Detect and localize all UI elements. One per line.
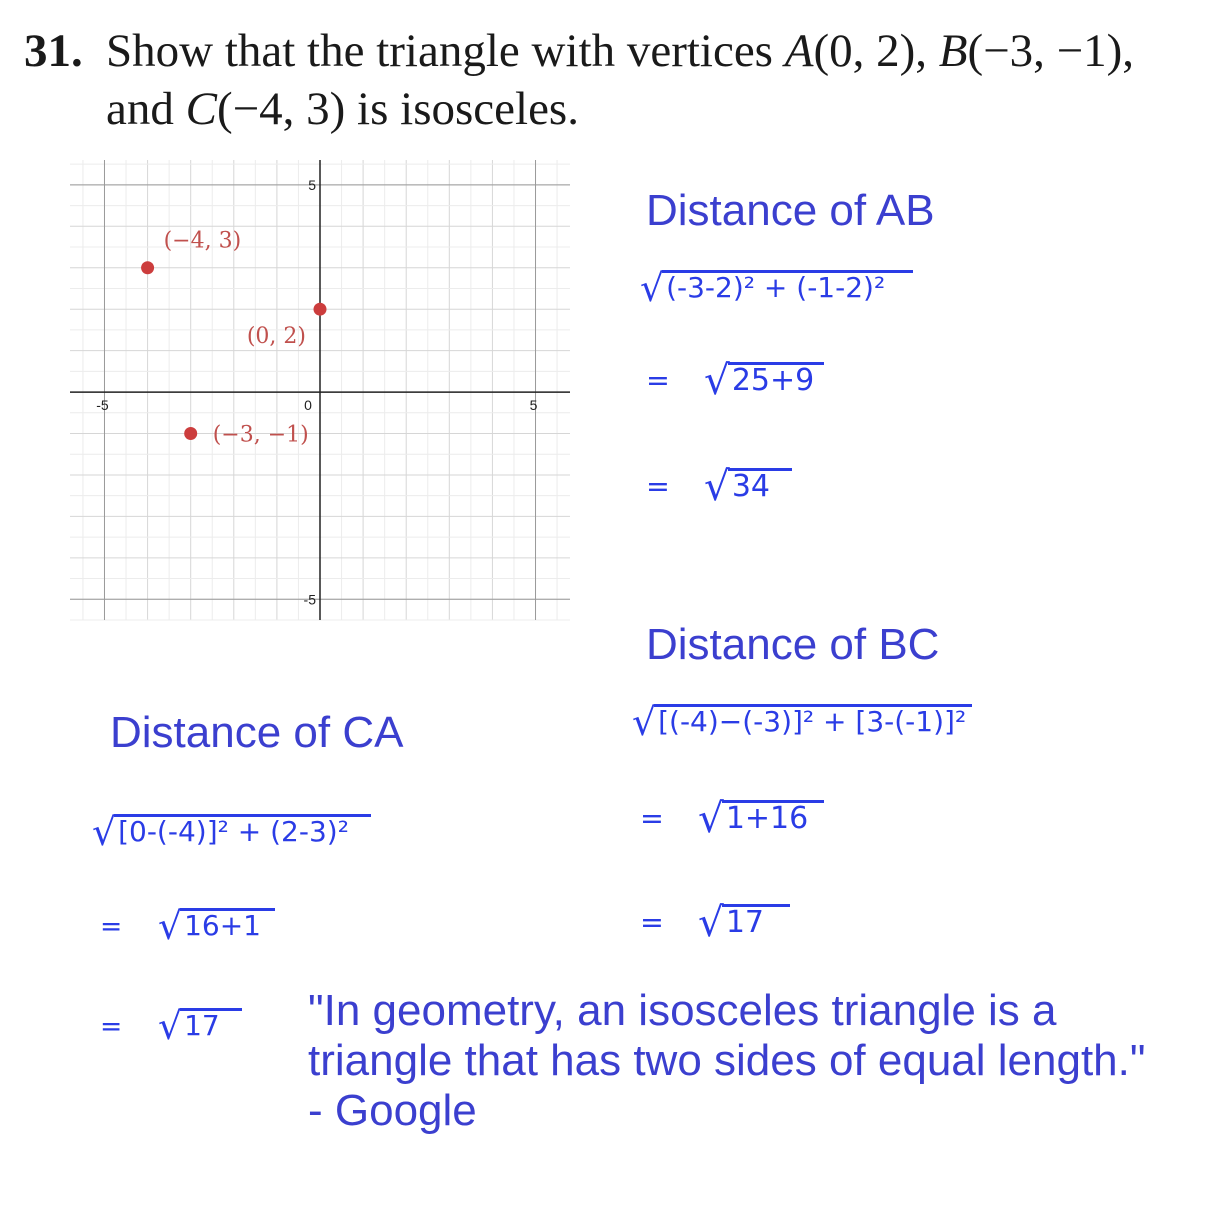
data-point — [141, 261, 154, 274]
vertex-c-coords: (−4, 3) — [216, 83, 346, 135]
vertex-b-name: B — [938, 25, 968, 77]
ca-step-1-radicand: 16+1 — [180, 908, 275, 940]
ab-radicand: (-3-2)² + (-1-2)² — [662, 270, 913, 302]
y-tick-label: 5 — [308, 176, 316, 193]
problem-line-2 — [24, 80, 1214, 138]
bc-step-2-radicand: 17 — [722, 904, 790, 939]
ca-step-2-radicand: 17 — [180, 1008, 242, 1040]
vertex-a-coords: (0, 2), — [813, 25, 939, 77]
sqrt-icon: √ — [158, 904, 183, 948]
sqrt-icon: √ — [698, 794, 724, 842]
data-point — [184, 427, 197, 440]
point-label: (−3, −1) — [212, 422, 309, 448]
ab-step-1 — [646, 352, 824, 404]
problem-text-1: Show that the triangle with vertices — [106, 25, 785, 77]
bc-expression — [632, 696, 972, 744]
problem-text-2b: is isosceles. — [345, 83, 579, 135]
x-tick-label: 5 — [529, 397, 538, 414]
sqrt-icon: √ — [92, 810, 117, 854]
bc-radicand: [(-4)−(-3)]² + [3-(-1)]² — [654, 704, 972, 736]
sqrt-icon: √ — [632, 700, 657, 744]
ca-eq-1: = — [100, 911, 123, 942]
problem-number: 31. — [24, 25, 83, 77]
ab-step-2 — [646, 458, 792, 510]
ab-step-2-radicand: 34 — [728, 468, 792, 503]
sqrt-icon: √ — [704, 462, 730, 510]
sqrt-icon: √ — [158, 1004, 183, 1048]
problem-statement — [24, 22, 1214, 138]
x-tick-label: -5 — [96, 397, 109, 414]
bc-eq-2: = — [640, 906, 664, 939]
vertex-c-name: C — [185, 83, 217, 135]
bc-step-1-radicand: 1+16 — [722, 800, 824, 835]
ca-step-1 — [100, 900, 275, 948]
ca-radicand: [0-(-4)]² + (2-3)² — [114, 814, 371, 846]
vertex-b-coords: (−3, −1), — [967, 25, 1135, 77]
y-tick-label: -5 — [303, 591, 316, 608]
bc-eq-1: = — [640, 802, 664, 835]
sqrt-icon: √ — [698, 898, 724, 946]
ca-expression — [92, 806, 371, 854]
data-point — [314, 303, 327, 316]
ab-eq-1: = — [646, 364, 670, 397]
ca-step-2 — [100, 1000, 242, 1048]
ca-eq-2: = — [100, 1011, 123, 1042]
bc-step-2 — [640, 894, 790, 946]
point-label: (−4, 3) — [163, 228, 242, 254]
point-label: (0, 2) — [246, 324, 306, 350]
problem-text-2a: and — [106, 83, 186, 135]
vertex-a-name: A — [784, 25, 814, 77]
plot-axes — [70, 160, 570, 620]
ab-heading: Distance of AB — [646, 186, 935, 235]
x-tick-label: 0 — [304, 397, 312, 414]
quote-line-1: "In geometry, an isosceles triangle is a — [308, 986, 1057, 1035]
ab-step-1-radicand: 25+9 — [728, 362, 824, 397]
bc-step-1 — [640, 790, 824, 842]
bc-heading: Distance of BC — [646, 620, 940, 669]
ab-expression — [640, 262, 913, 310]
quote-line-2: triangle that has two sides of equal length." — [308, 1036, 1146, 1085]
definition-quote — [308, 986, 1218, 1136]
ca-heading: Distance of CA — [110, 708, 404, 757]
coordinate-plot — [60, 150, 590, 650]
ab-eq-2: = — [646, 470, 670, 503]
problem-line-1 — [24, 22, 1214, 80]
quote-attribution: - Google — [308, 1086, 477, 1135]
sqrt-icon: √ — [640, 266, 665, 310]
sqrt-icon: √ — [704, 356, 730, 404]
